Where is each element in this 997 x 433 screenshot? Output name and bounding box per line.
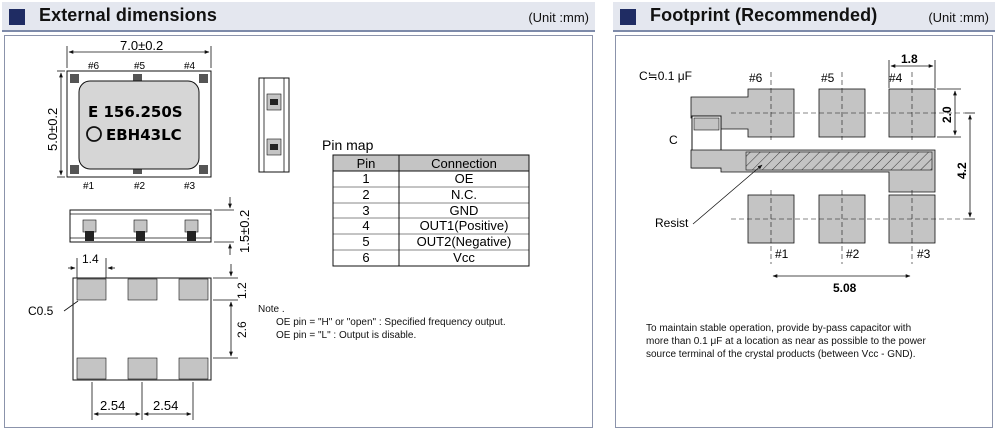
bypass-instruction [646, 323, 971, 361]
note-line2: OE pin = "L" : Output is disable. [276, 330, 417, 341]
pin-map-cell: OUT2(Negative) [416, 234, 512, 249]
panel-title: Footprint (Recommended) [650, 5, 878, 25]
pin-map-cell: 5 [362, 234, 370, 249]
footprint-drawing [613, 2, 995, 429]
external-dimensions-panel [2, 2, 595, 429]
bottom-pin-label: #2 [846, 247, 860, 261]
top-pin-label: #6 [88, 61, 100, 72]
bottom-pin-label: #3 [184, 181, 196, 192]
unit-label: (Unit :mm) [528, 10, 589, 25]
package-bottom-view [73, 278, 211, 380]
pad-pitch-label-2: 2.6 [235, 321, 249, 338]
bottom-pin-label: #2 [134, 181, 146, 192]
top-pin-label: #4 [184, 61, 196, 72]
pin-map-cell: 1 [362, 171, 370, 186]
pad-pitch-dimension [213, 264, 238, 358]
pin-map-cell: Vcc [453, 250, 475, 265]
resist-area [746, 152, 932, 170]
bottom-pin-label: #1 [775, 247, 789, 261]
pad-height-label: 2.0 [940, 106, 954, 123]
height-dimension-label: 5.0±0.2 [45, 107, 60, 151]
package-top-view [67, 71, 211, 177]
thickness-dimension-label: 1.5±0.2 [237, 209, 252, 253]
instruction-line1: To maintain stable operation, provide by-pass capacitor with [646, 323, 912, 334]
pin-map-header: Pin [356, 156, 376, 171]
pad-width-dimension-label: 1.4 [82, 252, 99, 266]
pin-map-cell: GND [449, 203, 479, 218]
top-pin-label: #5 [821, 71, 835, 85]
thickness-dimension [214, 197, 234, 255]
pin-map-cell: 4 [362, 218, 370, 233]
pin-map-cell: 6 [362, 250, 370, 265]
pin-pitch-label-1: 2.54 [100, 398, 126, 413]
marking-line1: E 156.250S [88, 103, 183, 121]
pin-map-cell: 2 [362, 187, 370, 202]
note-block [258, 303, 506, 342]
pin-map-header: Connection [431, 156, 497, 171]
capacitor-value-label: C≒0.1 μF [639, 69, 692, 83]
instruction-line3: source terminal of the crystal products (between Vcc - GND). [646, 348, 916, 360]
note-line1: OE pin = "H" or "open" : Specified frequency output. [276, 317, 506, 328]
pin-map-title: Pin map [322, 137, 374, 153]
bottom-pin-label: #1 [83, 181, 95, 192]
panel-title: External dimensions [39, 5, 217, 25]
bottom-pin-label: #3 [917, 247, 931, 261]
resist-label: Resist [655, 216, 689, 230]
footprint-panel [613, 2, 995, 429]
marking-line2: EBH43LC [106, 126, 182, 144]
footprint-pads-bottom [748, 195, 935, 243]
pin-map-cell: OUT1(Positive) [419, 218, 509, 233]
pin-pitch-label-2: 2.54 [153, 398, 179, 413]
capacitor-label: C [669, 133, 678, 147]
chamfer-label: C0.5 [28, 304, 54, 318]
pin-map-cell: OE [454, 171, 474, 186]
note-title: Note . [258, 304, 285, 315]
pin-map-cell: N.C. [451, 187, 477, 202]
top-pin-label: #5 [134, 61, 146, 72]
pitch-label: 5.08 [833, 281, 857, 295]
package-side-view [259, 78, 289, 172]
external-dimensions-drawing [2, 2, 595, 429]
pin-map-cell: 3 [362, 203, 370, 218]
pad-width-label: 1.8 [901, 52, 918, 66]
width-dimension-label: 7.0±0.2 [120, 38, 164, 53]
instruction-line2: more than 0.1 μF at a location as near as possible to the power [646, 335, 926, 347]
unit-label: (Unit :mm) [928, 10, 989, 25]
package-front-view [70, 210, 211, 242]
top-pin-label: #6 [749, 71, 763, 85]
top-pin-label: #4 [889, 71, 903, 85]
pad-pitch-label-1: 1.2 [235, 282, 249, 299]
row-spacing-label: 4.2 [955, 162, 969, 179]
